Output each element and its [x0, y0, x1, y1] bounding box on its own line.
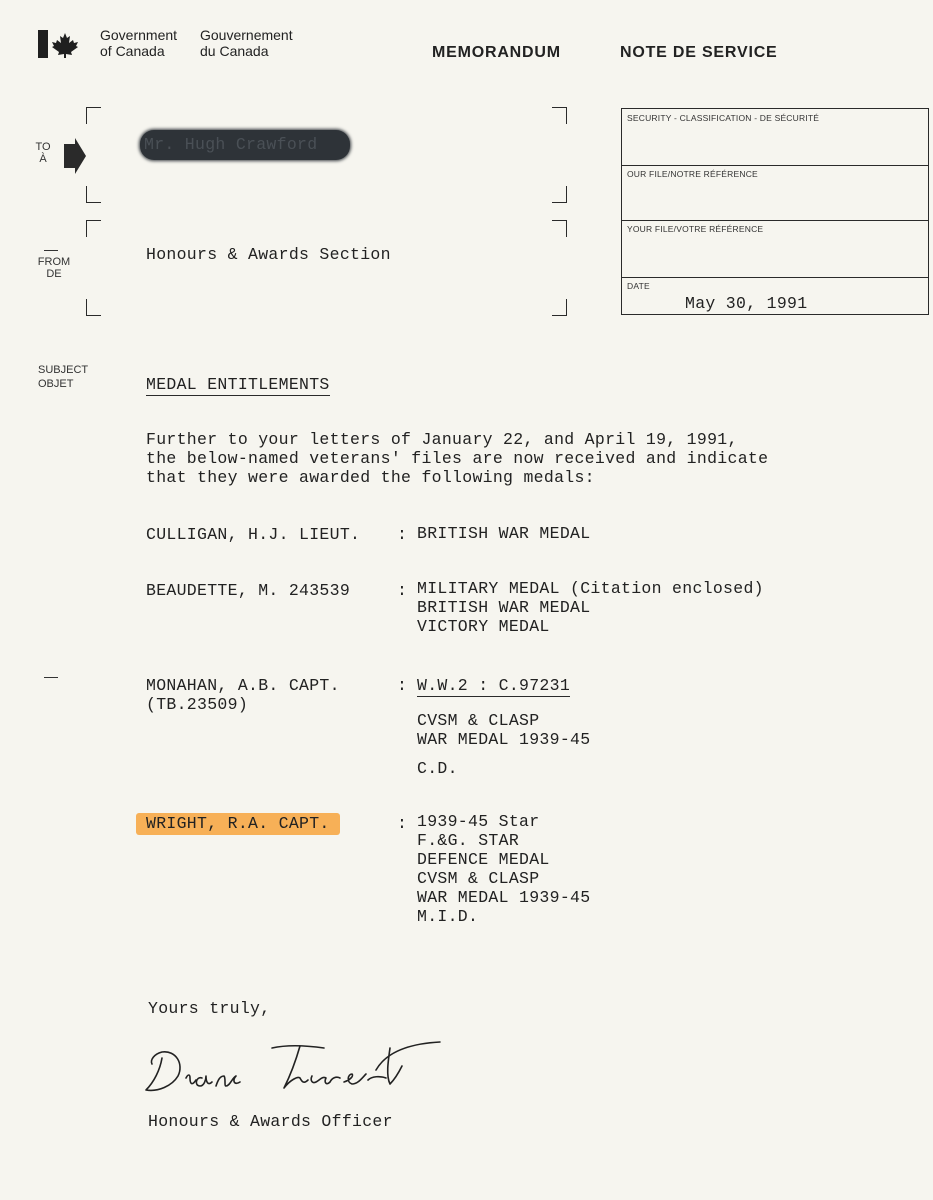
- to-bracket-top-right: [552, 107, 567, 124]
- from-bracket-bottom-right: [552, 299, 567, 316]
- subject-text: [146, 375, 330, 394]
- from-label: [34, 256, 74, 280]
- your-file-label: YOUR FILE/VOTRE RÉFÉRENCE: [627, 224, 764, 234]
- entry-medals: [417, 579, 764, 636]
- note-de-service-title: NOTE DE SERVICE: [620, 44, 778, 61]
- gov-en-line2: of Canada: [100, 43, 165, 59]
- from-bracket-top-left: [86, 220, 101, 237]
- ww2-heading: W.W.2 : C.97231: [417, 676, 571, 695]
- from-text: Honours & Awards Section: [146, 245, 391, 264]
- body-paragraph: [146, 430, 768, 487]
- our-file-row: [622, 165, 928, 221]
- entry-medals: [417, 711, 590, 749]
- entry-name: BEAUDETTE, M. 243539: [146, 581, 351, 600]
- from-bracket-top-right: [552, 220, 567, 237]
- medal-item: 1939-45 Star: [417, 812, 540, 831]
- entry-colon: :: [397, 814, 408, 833]
- medal-item: CVSM & CLASP: [417, 711, 540, 730]
- signature-text: Diane Vincent: [140, 1030, 147, 1031]
- to-bracket-top-left: [86, 107, 101, 124]
- body-line: the below-named veterans' files are now received and indicate: [146, 449, 769, 468]
- to-bracket-bottom-right: [552, 186, 567, 203]
- arrow-right-icon: [64, 138, 86, 174]
- gov-fr-line1: Gouvernement: [200, 27, 293, 43]
- margin-dash: [44, 677, 58, 678]
- to-label-fr: À: [39, 153, 47, 165]
- our-file-label: OUR FILE/NOTRE RÉFÉRENCE: [627, 169, 758, 179]
- from-dash: [44, 250, 58, 251]
- entry-name-highlighted: [146, 814, 340, 833]
- security-row: [622, 109, 928, 166]
- body-line: Further to your letters of January 22, and April 19, 1991,: [146, 430, 738, 449]
- entry-medals: [417, 524, 590, 543]
- entry-heading: [417, 676, 570, 695]
- to-bracket-bottom-left: [86, 186, 101, 203]
- security-label: SECURITY - CLASSIFICATION - DE SÉCURITÉ: [627, 113, 820, 123]
- memorandum-title: MEMORANDUM: [432, 44, 561, 61]
- subject-value: MEDAL ENTITLEMENTS: [146, 375, 330, 394]
- medal-item: BRITISH WAR MEDAL: [417, 598, 591, 617]
- entry-name-line: (TB.23509): [146, 695, 249, 714]
- recipient-redacted: Mr. Hugh Crawford: [140, 130, 350, 160]
- subject-label-fr: OBJET: [38, 378, 74, 390]
- subject-label: [38, 363, 88, 391]
- medal-item: WAR MEDAL 1939-45: [417, 888, 591, 907]
- date-value: May 30, 1991: [685, 294, 808, 313]
- your-file-row: [622, 220, 928, 278]
- entry-name-line: MONAHAN, A.B. CAPT.: [146, 676, 340, 695]
- entry-name: CULLIGAN, H.J. LIEUT.: [146, 525, 361, 544]
- entry-colon: :: [397, 676, 408, 695]
- canada-flag-icon: [38, 30, 90, 58]
- medal-item: C.D.: [417, 759, 458, 778]
- entry-colon: :: [397, 525, 408, 544]
- closing-title: Honours & Awards Officer: [148, 1112, 393, 1131]
- medal-item: DEFENCE MEDAL: [417, 850, 550, 869]
- medal-item: M.I.D.: [417, 907, 479, 926]
- medal-item: WAR MEDAL 1939-45: [417, 730, 591, 749]
- reference-box: [621, 108, 929, 315]
- from-bracket-bottom-left: [86, 299, 101, 316]
- medal-item: VICTORY MEDAL: [417, 617, 550, 636]
- gov-fr-line2: du Canada: [200, 43, 269, 59]
- to-label: [30, 141, 56, 165]
- medal-item: F.&G. STAR: [417, 831, 520, 850]
- gouvernement-du-canada-fr: [200, 27, 310, 59]
- gov-en-line1: Government: [100, 27, 178, 43]
- medal-item: BRITISH WAR MEDAL: [417, 524, 591, 543]
- entry-colon: :: [397, 581, 408, 600]
- entry-medals: [417, 812, 590, 926]
- from-label-en: FROM: [37, 256, 71, 268]
- medal-item: MILITARY MEDAL (Citation enclosed): [417, 579, 764, 598]
- highlighted-name: WRIGHT, R.A. CAPT.: [136, 813, 340, 835]
- to-label-en: TO: [35, 141, 51, 153]
- body-line: that they were awarded the following medals:: [146, 468, 595, 487]
- government-of-canada-en: [100, 27, 195, 59]
- entry-name: [146, 676, 340, 714]
- closing-salutation: Yours truly,: [148, 999, 271, 1018]
- date-row: [622, 277, 928, 314]
- from-label-fr: DE: [46, 268, 62, 280]
- medal-item: CVSM & CLASP: [417, 869, 540, 888]
- date-label: DATE: [627, 281, 650, 291]
- subject-label-en: SUBJECT: [38, 364, 89, 376]
- signature: [140, 1030, 460, 1100]
